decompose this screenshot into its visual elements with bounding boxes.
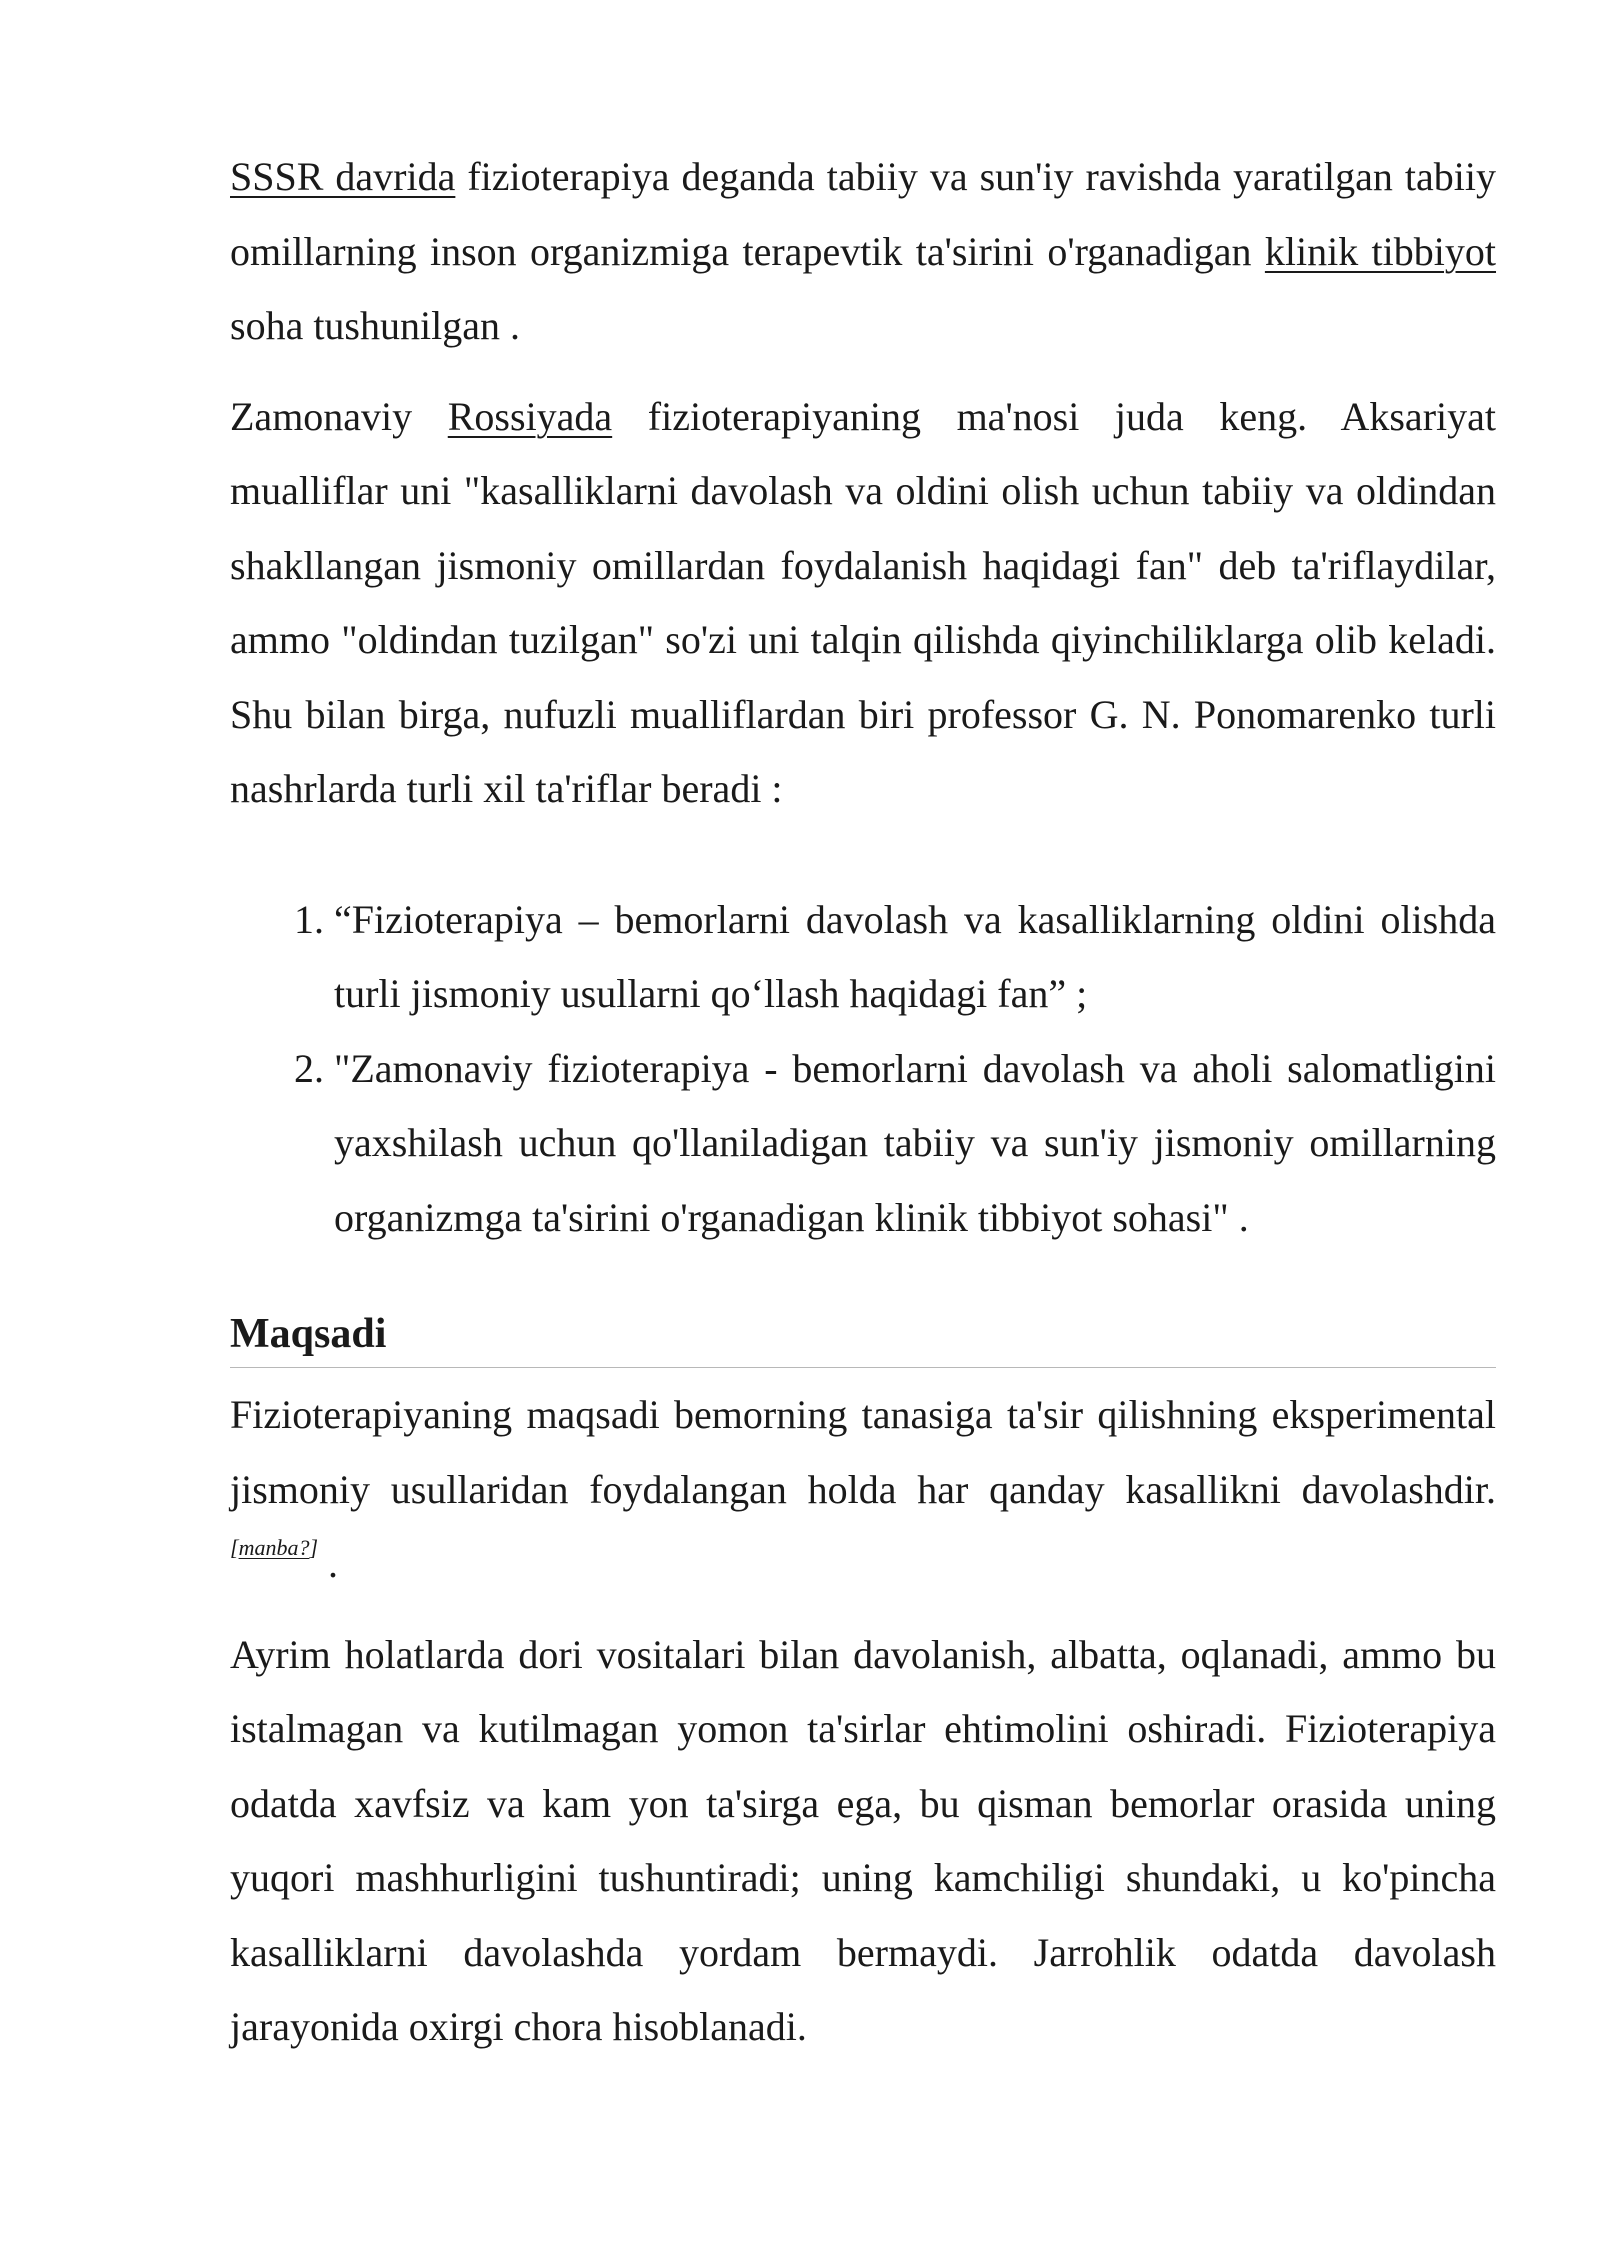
link-klinik-tibbiyot[interactable]: klinik tibbiyot xyxy=(1264,228,1497,274)
treatment-paragraph: Ayrim holatlarda dori vositalari bilan davolanish, albatta, oqlanadi, ammo bu istalmagan va kutilmagan yomon ta'sirlar ehtimolini oshiradi. Fizioterapiya odatda xavfsiz va kam yon ta'sirga ega, bu qisman bemorlar orasida uning yuqori mashhurligini tushuntiradi; uning kamchiligi shundaki, u ko'pincha kasalliklarni davolashda yordam bermaydi. Jarrohlik odatda davolash jarayonida oxirgi chora hisoblanadi. xyxy=(230,1631,1496,2049)
paragraph-text: soha tushunilgan . xyxy=(230,303,520,348)
citation-needed-link[interactable]: manba? xyxy=(238,1535,310,1560)
purpose-paragraph xyxy=(230,1378,1496,1602)
link-sssr-davrida[interactable]: SSSR davrida xyxy=(230,154,456,199)
section-heading-maqsadi: Maqsadi xyxy=(230,1305,1496,1368)
intro-paragraph xyxy=(230,140,1496,364)
citation-needed-reference: [manba?] xyxy=(230,1535,319,1560)
paragraph-text: Zamonaviy xyxy=(230,393,448,439)
paragraph-text: fizioterapiyaning ma'nosi juda keng. Aksariyat mualliflar uni "kasalliklarni davolash va oldini olish uchun tabiiy va oldindan shakllangan jismoniy omillardan foydalanish haqidagi fan" deb ta'riflaydilar, ammo "oldindan tuzilgan" so'zi uni talqin qilishda qiyinchiliklarga olib keladi. Shu bilan birga, nufuzli mualliflardan biri professor G. N. Ponomarenko turli nashrlarda turli xil ta'riflar beradi : xyxy=(230,393,1496,811)
paragraph-text: . xyxy=(318,1541,339,1586)
document-page xyxy=(230,140,1496,2081)
definition-paragraph xyxy=(230,380,1496,827)
list-item: 2. "Zamonaviy fizioterapiya - bemorlarni davolash va aholi salomatligini yaxshilash uchun qo'llaniladigan tabiiy va sun'iy jismoniy omillarning organizmga ta'sirini o'rganadigan klinik tibbiyot sohasi" . xyxy=(334,1032,1496,1256)
paragraph-text: fizioterapiya deganda tabiiy va sun'iy ravishda yaratilgan tabiiy omillarning inson organizmiga terapevtik ta'sirini o'rganadigan xyxy=(230,154,1496,274)
definitions-list xyxy=(230,883,1496,1256)
list-item: 1. “Fizioterapiya – bemorlarni davolash va kasalliklarning oldini olishda turli jismoniy usullarni qo‘llash haqidagi fan” ; xyxy=(334,883,1496,1032)
link-rossiyada[interactable]: Rossiyada xyxy=(447,393,613,439)
paragraph-text: Fizioterapiyaning maqsadi bemorning tanasiga ta'sir qilishning eksperimental jismoniy usullaridan foydalangan holda har qanday kasallikni davolashdir. xyxy=(230,1392,1496,1512)
